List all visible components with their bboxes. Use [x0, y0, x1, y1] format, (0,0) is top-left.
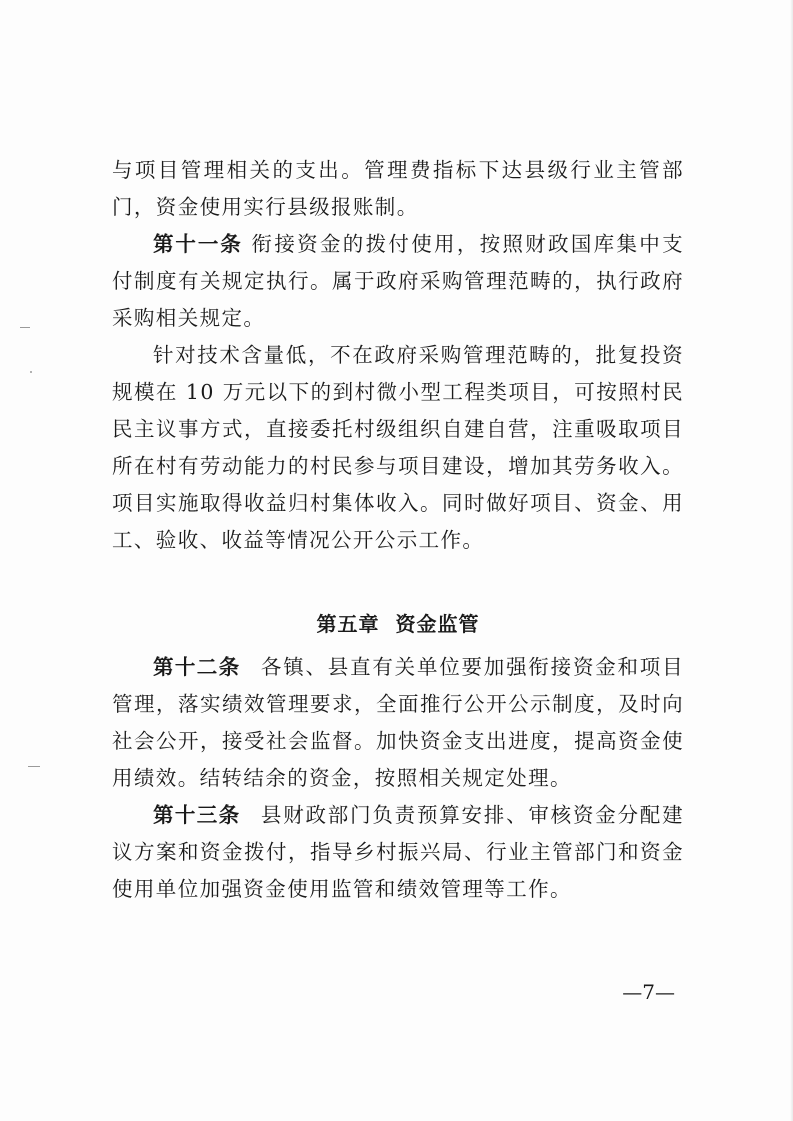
paragraph-continued: 与项目管理相关的支出。管理费指标下达县级行业主管部门，资金使用实行县级报账制。	[112, 158, 684, 219]
article-13-text: 县财政部门负责预算安排、审核资金分配建议方案和资金拨付，指导乡村振兴局、行业主管部门和资金使用单位加强资金使用监管和绩效管理等工作。	[112, 803, 684, 901]
article-12	[112, 649, 684, 797]
article-12-label: 第十二条	[153, 655, 241, 679]
scan-artifact	[28, 766, 40, 767]
scan-artifact	[20, 327, 30, 328]
article-12-text: 各镇、县直有关单位要加强衔接资金和项目管理，落实绩效管理要求，全面推行公开公示制度，及时向社会公开，接受社会监督。加快资金支出进度，提高资金使用绩效。结转结余的资金，按照相关规定处理。	[112, 655, 684, 790]
article-11-label: 第十一条	[153, 232, 243, 256]
scan-artifact	[30, 371, 32, 373]
document-body	[112, 152, 684, 908]
article-11	[112, 226, 684, 337]
chapter-title: 第五章 资金监管	[316, 612, 480, 636]
article-11-text: 衔接资金的拨付使用，按照财政国库集中支付制度有关规定执行。属于政府采购管理范畴的，执行政府采购相关规定。	[112, 232, 684, 330]
page-number: —7—	[622, 980, 675, 1004]
paragraph-small-projects: 针对技术含量低，不在政府采购管理范畴的，批复投资规模在 10 万元以下的到村微小型工程类项目，可按照村民民主议事方式，直接委托村级组织自建自营，注重吸取项目所在村有劳动能力的村民参与项目建设，增加其劳务收入。项目实施取得收益归村集体收入。同时做好项目、资金、用工、验收、收益等情况公开公示工作。	[112, 343, 684, 552]
article-13-label: 第十三条	[153, 803, 241, 827]
article-13	[112, 797, 684, 908]
